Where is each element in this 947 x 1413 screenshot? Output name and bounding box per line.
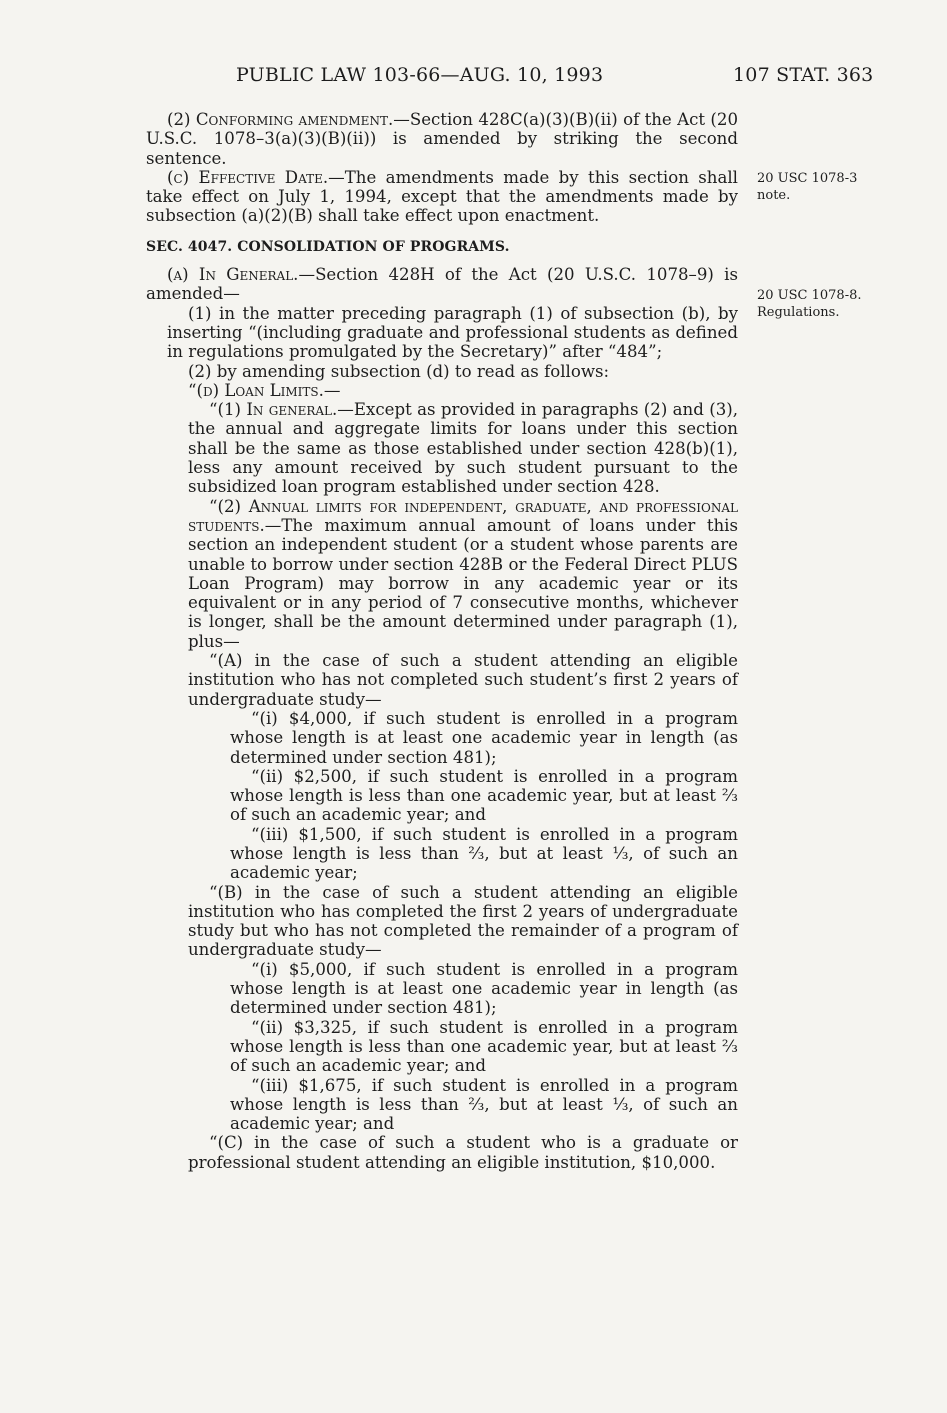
paragraph-d-loan-limits — [146, 381, 738, 400]
running-header-title: PUBLIC LAW 103-66—AUG. 10, 1993 — [236, 64, 604, 86]
paragraph-lead: “(d) Loan Limits. — [188, 380, 324, 400]
paragraph-lead: (a) In General. — [167, 265, 299, 285]
paragraph-in-general — [146, 265, 738, 304]
section-heading: SEC. 4047. CONSOLIDATION OF PROGRAMS. — [146, 238, 510, 255]
margin-note-1-line2: note. — [757, 188, 791, 203]
paragraph-text: —The amendments made by this section shall take effect on July 1, 1994, except that the amendments made by subsection (a)(2)(B) shall take effect upon enactment. — [146, 167, 738, 226]
paragraph-B: “(B) in the case of such a student attending an eligible institution who has completed the first 2 years of undergraduate study but who has not completed the remainder of a program of undergraduate study— — [188, 882, 738, 960]
paragraph-lead: (c) Effective Date. — [167, 167, 329, 187]
paragraph-C: “(C) in the case of such a student who is a graduate or professional student attending an eligible institution, $10,000. — [188, 1133, 738, 1172]
paragraph-lead: “(2) Annual limits for independent, graduate, and professional students. — [188, 496, 738, 535]
paragraph-d1 — [146, 400, 738, 496]
paragraph-B-i: “(i) $5,000, if such student is enrolled in a program whose length is at least one academic year in length (as determined under section 481); — [230, 959, 738, 1018]
paragraph-conforming-amendment — [146, 110, 738, 168]
paragraph-lead: “(1) In general. — [209, 400, 338, 420]
margin-note-1-line1: 20 USC 1078-3 — [757, 171, 858, 186]
paragraph-text: —Section 428C(a)(3)(B)(ii) of the Act (20 U.S.C. 1078–3(a)(3)(B)(ii)) is amended by striking the second sentence. — [146, 110, 738, 168]
paragraph-text: —Section 428H of the Act (20 U.S.C. 1078–9) is amended— — [146, 265, 738, 304]
paragraph-text: — — [323, 380, 341, 400]
margin-note-1 — [757, 170, 897, 204]
paragraph-A-iii: “(iii) $1,500, if such student is enrolled in a program whose length is less than ⅔, but at least ⅓, of such an academic year; — [230, 824, 738, 883]
paragraph-lead: (2) Conforming amendment. — [167, 110, 394, 129]
paragraph-1: (1) in the matter preceding paragraph (1) of subsection (b), by inserting “(including graduate and professional students as defined in regulations promulgated by the Secretary)” after “484”; — [167, 303, 738, 362]
body-text — [146, 110, 738, 1172]
paragraph-effective-date — [146, 168, 738, 226]
paragraph-2: (2) by amending subsection (d) to read as follows: — [188, 361, 610, 381]
paragraph-A-ii: “(ii) $2,500, if such student is enrolled in a program whose length is less than one academic year, but at least ⅔ of such an academic year; and — [230, 766, 738, 825]
running-header-stat: 107 STAT. 363 — [733, 64, 874, 86]
margin-note-2-line1: 20 USC 1078-8. — [757, 288, 862, 303]
paragraph-text: —The maximum annual amount of loans under this section an independent student (or a student whose parents are unable to borrow under section 428B or the Federal Direct PLUS Loan Program) may borrow in any academic year or its equivalent or in any period of 7 consecutive months, whichever is longer, shall be the amount determined under paragraph (1), plus— — [188, 515, 738, 651]
paragraph-A-i: “(i) $4,000, if such student is enrolled in a program whose length is at least one academic year in length (as determined under section 481); — [230, 708, 738, 767]
margin-note-2 — [757, 287, 897, 321]
paragraph-B-ii: “(ii) $3,325, if such student is enrolled in a program whose length is less than one academic year, but at least ⅔ of such an academic year; and — [230, 1017, 738, 1076]
paragraph-B-iii: “(iii) $1,675, if such student is enrolled in a program whose length is less than ⅔, but at least ⅓, of such an academic year; and — [230, 1075, 738, 1134]
paragraph-A: “(A) in the case of such a student attending an eligible institution who has not completed such student’s first 2 years of undergraduate study— — [188, 651, 738, 709]
paragraph-d2 — [146, 497, 738, 651]
margin-note-2-line2: Regulations. — [757, 305, 840, 320]
paragraph-text: —Except as provided in paragraphs (2) and (3), the annual and aggregate limits for loans under this section shall be the same as those established under section 428(b)(1), less any amount received by such student pursuant to the subsidized loan program established under section 428. — [188, 400, 738, 497]
